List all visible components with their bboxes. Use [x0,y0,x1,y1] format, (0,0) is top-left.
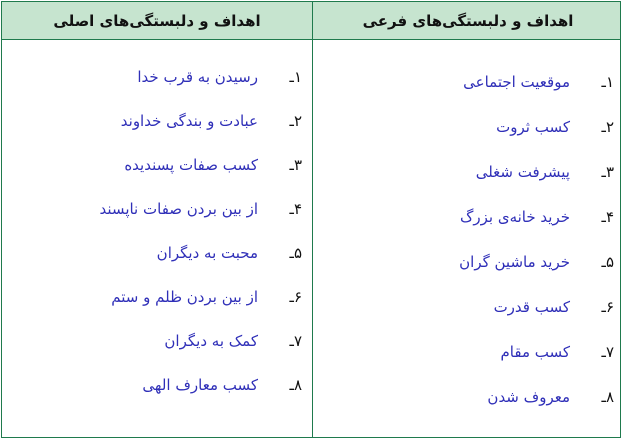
minor-goal-item [501,339,615,365]
item-text: عبادت و بندگی خداوند [120,112,258,130]
item-number: ۱ـ [289,68,302,86]
minor-goal-item [476,159,614,185]
item-text: از بین بردن صفات ناپسند [99,200,258,218]
item-number: ۷ـ [289,332,302,350]
minor-goal-item [459,249,614,275]
item-text: کسب معارف الهی [142,376,258,394]
item-number: ۴ـ [601,208,614,226]
item-text: کمک به دیگران [164,332,258,350]
minor-goal-item [463,69,614,95]
table-header [2,2,620,40]
item-number: ۶ـ [289,288,302,306]
item-text: موقعیت اجتماعی [463,73,570,91]
minor-goal-item [494,294,614,320]
item-number: ۴ـ [289,200,302,218]
item-number: ۸ـ [289,376,302,394]
item-number: ۵ـ [289,244,302,262]
main-goal-item [164,328,302,354]
item-number: ۷ـ [601,343,614,361]
main-goal-item [100,196,302,222]
minor-goal-item [460,204,614,230]
main-goal-item [124,152,302,178]
item-number: ۸ـ [601,388,614,406]
item-text: خرید ماشین گران [459,253,570,271]
item-text: خرید خانه‌ی بزرگ [459,208,570,226]
item-number: ۳ـ [289,156,302,174]
item-text: کسب ثروت [496,118,570,136]
item-number: ۲ـ [289,112,302,130]
item-number: ۵ـ [601,253,614,271]
item-number: ۱ـ [601,73,614,91]
item-number: ۲ـ [601,118,614,136]
main-goal-item [121,108,302,134]
item-text: کسب صفات پسندیده [124,156,258,174]
item-text: کسب مقام [500,343,570,361]
minor-goal-item [487,384,614,410]
item-text: پیشرفت شغلی [475,163,570,181]
goals-table [1,1,621,438]
item-text: کسب قدرت [493,298,570,316]
main-goal-item [137,64,302,90]
item-number: ۳ـ [601,163,614,181]
item-text: معروف شدن [487,388,570,406]
main-goals-title: اهداف و دلبستگی‌های اصلی [53,12,261,30]
column-divider [312,2,313,437]
main-goal-item [111,284,302,310]
item-text: از بین بردن ظلم و ستم [111,288,258,306]
main-goal-item [157,240,302,266]
minor-goals-title: اهداف و دلبستگی‌های فرعی [362,12,574,30]
item-number: ۶ـ [601,298,614,316]
item-text: محبت به دیگران [156,244,258,262]
minor-goal-item [496,114,614,140]
main-goal-item [142,372,302,398]
item-text: رسیدن به قرب خدا [137,68,258,86]
